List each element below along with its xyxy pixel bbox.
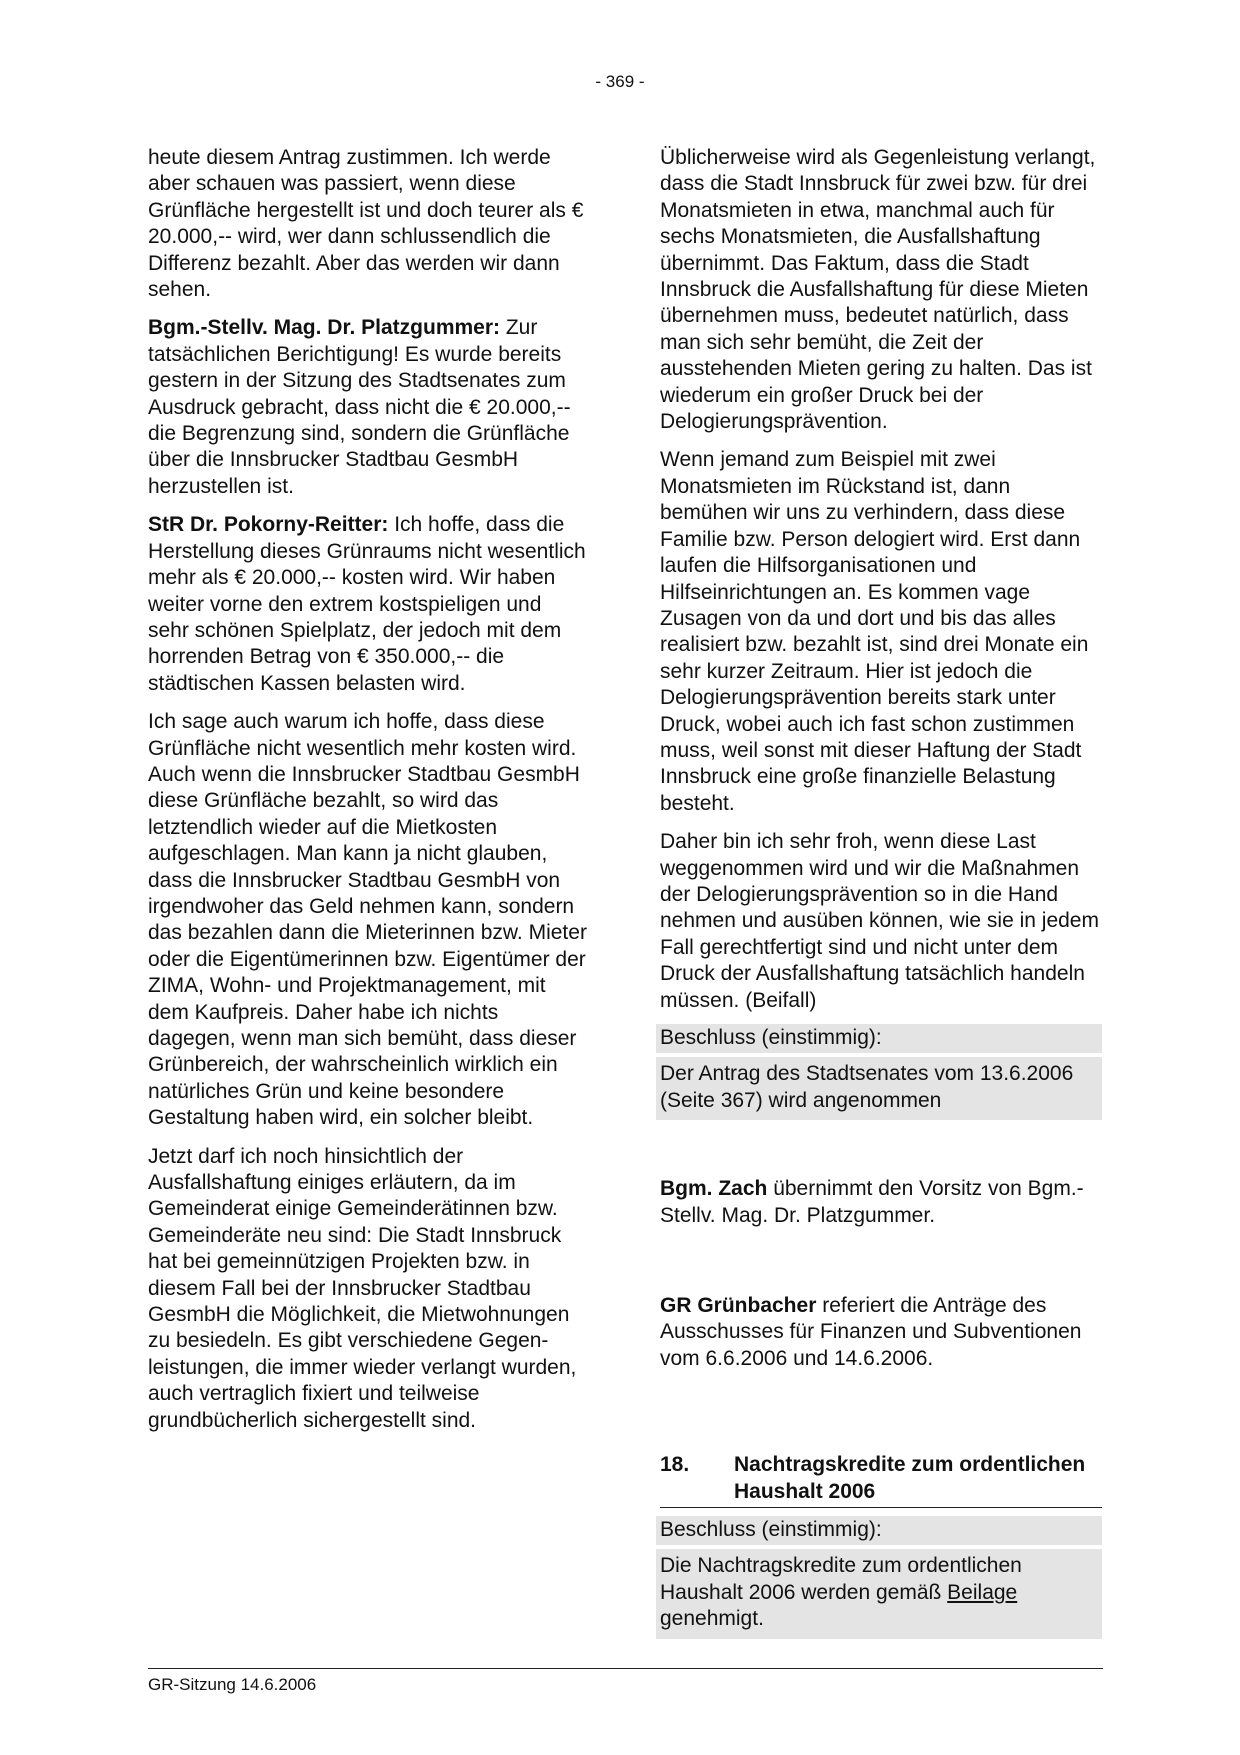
paragraph: Üblicherweise wird als Gegenleistung verlangt, dass die Stadt Innsbruck für zwei bzw. für drei Monatsmieten in etwa, manchmal auch für sechs Monatsmieten, die Ausfallshaftung übernimmt. Das Faktum, dass die Stadt Innsbruck die Ausfallshaftung für diese Mieten übernehmen muss, bedeutet natürlich, dass man sich sehr bemüht, die Zeit der ausstehenden Mieten gering zu halten. Das ist wiederum ein großer Druck bei der Delogierungsprävention.: [660, 146, 1096, 434]
speaker-name: GR Grünbacher: [660, 1294, 817, 1318]
resolution-text: Der Antrag des Stadtsenates vom 13.6.2006 (Seite 367) wird angenommen: [656, 1057, 1102, 1120]
note-text: referiert die Anträge des Ausschusses für Finanzen und Subventionen vom 6.6.2006 und 14.6.2006.: [660, 1294, 1082, 1370]
right-column: [660, 145, 1102, 1639]
chair-change-note: [660, 1176, 1102, 1229]
paragraph: Wenn jemand zum Beispiel mit zwei Monatsmieten im Rückstand ist, dann bemühen wir uns zu verhindern, dass diese Familie bzw. Person delogiert wird. Erst dann laufen die Hilfsorganisationen und Hilfseinrichtungen an. Es kommen vage Zusagen von da und dort und bis das alles realisiert bzw. bezahlt ist, sind drei Monate ein sehr kurzer Zeitraum. Hier ist jedoch die Delogierungsprävention bereits stark unter Druck, wobei auch ich fast schon zustimmen muss, weil sonst mit dieser Haftung der Stadt Innsbruck eine große finanzielle Belastung besteht.: [660, 448, 1089, 815]
agenda-item-number: 18.: [660, 1453, 690, 1477]
note-text: übernimmt den Vorsitz von Bgm.-Stellv. Mag. Dr. Platzgummer.: [660, 1177, 1084, 1227]
resolution-text: Die Nachtragskredite zum ordentlichen Haushalt 2006 werden gemäß Beilage genehmigt.: [656, 1549, 1102, 1638]
paragraph-platzgummer: [148, 315, 588, 500]
speaker-name: StR Dr. Pokorny-Reitter:: [148, 513, 389, 537]
speaker-name: Bgm. Zach: [660, 1177, 768, 1201]
agenda-item-heading: [660, 1452, 1102, 1508]
beilage-link[interactable]: Beilage: [947, 1580, 1018, 1604]
paragraph: Ich sage auch warum ich hoffe, dass diese Grünfläche nicht wesentlich mehr kosten wird. Auch wenn die Innsbrucker Stadtbau GesmbH diese Grünfläche bezahlt, so wird das letztendlich wieder auf die Mietkosten aufgeschlagen. Man kann ja nicht glauben, dass die Innsbrucker Stadtbau GesmbH von irgendwoher das Geld nehmen kann, sondern das bezahlen dann die Mieterinnen bzw. Mieter oder die Eigentümerinnen bzw. Eigentümer der ZIMA, Wohn- und Projektmanagement, mit dem Kaufpreis. Daher habe ich nichts dagegen, wenn man sich bemüht, dass dieser Grünbereich, der wahrscheinlich wirklich ein natürliches Grün und keine besondere Gestaltung haben wird, ein solcher bleibt.: [148, 710, 587, 1130]
paragraph-pokorny-reitter: [148, 512, 588, 697]
speaker-name: Bgm.-Stellv. Mag. Dr. Platzgummer:: [148, 316, 501, 340]
agenda-item-title: Nachtragskredite zum ordentlichen Haushalt 2006: [734, 1453, 1086, 1503]
page-number: - 369 -: [595, 72, 645, 91]
speech-text: Ich hoffe, dass die Herstellung dieses Grünraums nicht wesentlich mehr als € 20.000,-- kosten wird. Wir haben weiter vorne den extrem kostspieligen und sehr schönen Spielplatz, der jedoch mit dem horrenden Betrag von € 350.000,-- die städtischen Kassen belasten wird.: [148, 513, 586, 695]
paragraph: heute diesem Antrag zustimmen. Ich werde aber schauen was passiert, wenn diese Grünfläche hergestellt ist und doch teurer als € 20.000,-- wird, wer dann schlussendlich die Differenz bezahlt. Aber das werden wir dann sehen.: [148, 146, 584, 302]
report-note: [660, 1293, 1102, 1372]
footer-divider: [148, 1668, 1103, 1669]
paragraph: Daher bin ich sehr froh, wenn diese Last weggenommen wird und wir die Maßnahmen der Delogierungsprävention so in die Hand nehmen und ausüben können, wie sie in jedem Fall gerechtfertigt sind und nicht unter dem Druck der Ausfallshaftung tatsächlich handeln müssen. (Beifall): [660, 830, 1099, 1012]
speech-text: Zur tatsächlichen Berichtigung! Es wurde bereits gestern in der Sitzung des Stadtsenates zum Ausdruck gebracht, dass nicht die € 20.000,-- die Begrenzung sind, sondern die Grünfläche über die Innsbrucker Stadtbau GesmbH herzustellen ist.: [148, 316, 571, 498]
resolution-label: Beschluss (einstimmig):: [656, 1024, 1102, 1053]
resolution-label: Beschluss (einstimmig):: [656, 1516, 1102, 1545]
left-column: [148, 145, 588, 1446]
paragraph: Jetzt darf ich noch hinsichtlich der Ausfallshaftung einiges erläutern, da im Gemeinderat einige Gemeinderätinnen bzw. Gemeinderäte neu sind: Die Stadt Innsbruck hat bei gemeinnützigen Projekten bzw. in diesem Fall bei der Innsbrucker Stadtbau GesmbH die Möglichkeit, die Mietwohnungen zu besiedeln. Es gibt verschiedene Gegenleistungen, die immer wieder verlangt wurden, auch vertraglich fixiert und teilweise grundbücherlich sichergestellt sind.: [148, 1144, 577, 1432]
footer-text: GR-Sitzung 14.6.2006: [148, 1675, 317, 1694]
